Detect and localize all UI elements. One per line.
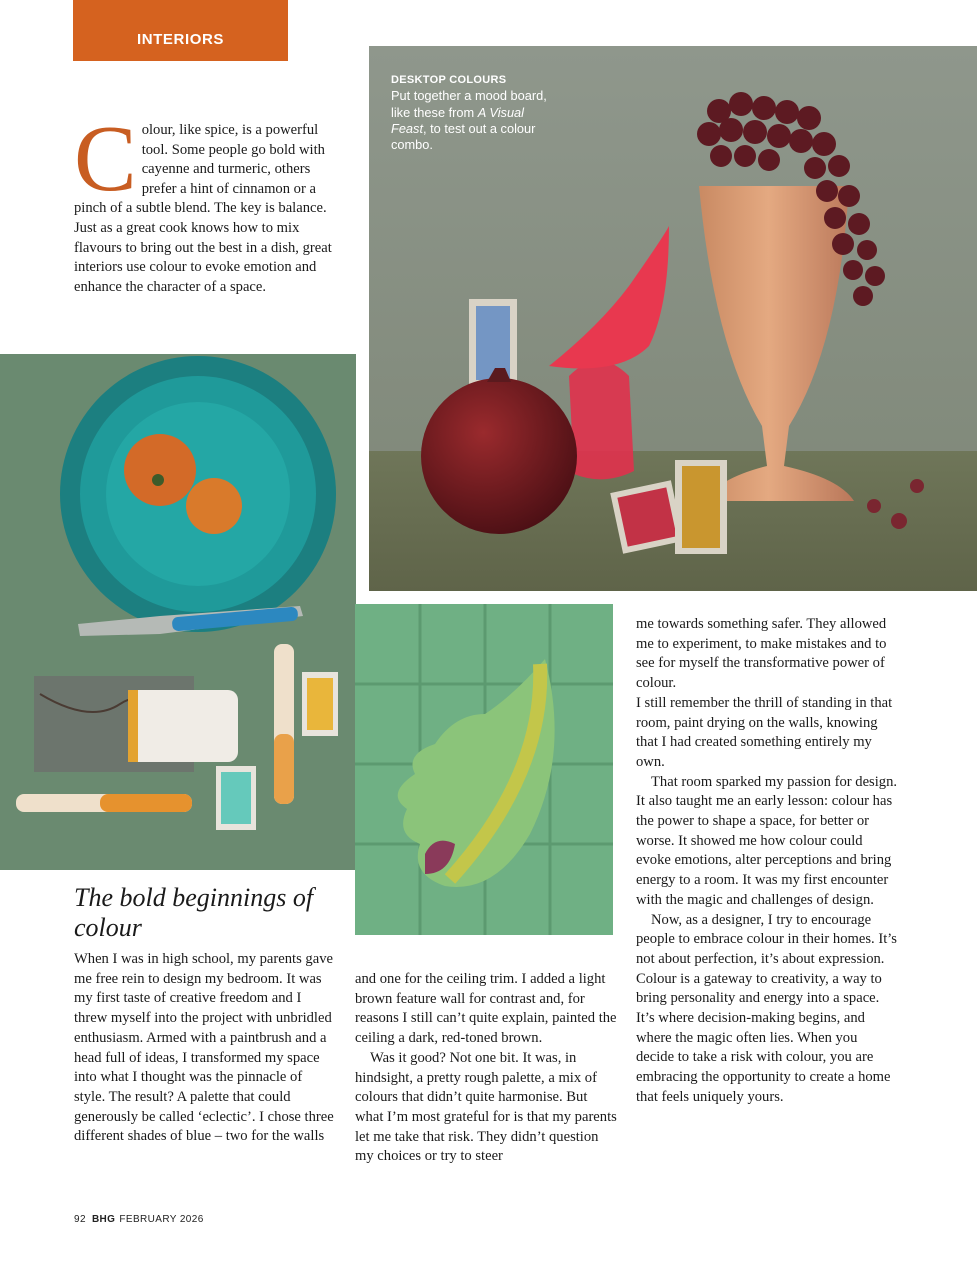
body-column-3 — [636, 615, 898, 1108]
photo-flat-lay — [0, 354, 356, 870]
paragraph: Now, as a designer, I try to encourage people to embrace colour in their homes. It’s not about perfection, it’s about expression. Colour is a gateway to creativity, a way to bring personality and energy into a space. It’s where decision-making begins, and where the magic often lies. When you decide to take a risk with colour, you are embracing the opportunity to create a home that feels uniquely yours. — [636, 911, 897, 1105]
section-tab-label: INTERIORS — [136, 31, 225, 48]
section-tab — [73, 0, 288, 61]
intro-text: olour, like spice, is a powerful tool. Some people go bold with cayenne and turmeric, others prefer a hint of cinnamon or a pinch of a subtle blend. The key is balance. Just as a great cook knows how to mix flavours to bring out the best in a dish, great interiors use colour to evoke emotion and enhance the character of a space. — [74, 122, 332, 295]
photo-leaf-dish — [355, 604, 613, 935]
caption-title: DESKTOP COLOURS — [391, 74, 507, 86]
paragraph: I still remember the thrill of standing in that room, paint drying on the walls, knowing that I had created something entirely my own. — [636, 694, 893, 770]
body-column-1 — [74, 950, 336, 1147]
issue-date: FEBRUARY 2026 — [119, 1214, 204, 1225]
paragraph: That room sparked my passion for design. It also taught me an early lesson: colour has the power to shape a space, for better or worse. It showed me how colour could evoke emotions, alter perceptions and bring energy to a room. It was my first encounter with the magic and challenges of design. — [636, 773, 898, 908]
page-folio — [74, 1214, 204, 1225]
page-number: 92 — [74, 1214, 86, 1225]
magazine-name: BHG — [91, 1214, 116, 1225]
paragraph: When I was in high school, my parents gave me free rein to design my bedroom. It was my first taste of creative freedom and I threw myself into the project with unbridled enthusiasm. Armed with a paintbrush and a head full of ideas, I transformed my space into what I thought was the pinnacle of style. The result? A palette that could generously be called ‘eclectic’. I chose three different shades of blue – two for the walls — [74, 951, 334, 1145]
paragraph: and one for the ceiling trim. I added a light brown feature wall for contrast and, for reasons I still can’t quite explain, painted the ceiling a dark, red-toned brown. — [355, 971, 617, 1047]
paragraph: me towards something safer. They allowed me to experiment, to make mistakes and to see for myself the transformative power of colour. — [636, 616, 887, 692]
caption-text-after: , to test out a colour combo. — [391, 120, 536, 153]
body-column-2 — [355, 970, 617, 1167]
intro-paragraph — [74, 107, 336, 297]
flat-lay-illustration — [0, 354, 356, 870]
paragraph: Was it good? Not one bit. It was, in hindsight, a pretty rough palette, a mix of colours that didn’t quite harmonise. But what I’m most grateful for is that my parents let me take that risk. They didn’t question my choices or try to steer — [355, 1049, 617, 1165]
caption-text-before: Put together a mood board, like these from — [391, 88, 547, 120]
photo-caption — [391, 72, 551, 153]
drop-cap: C — [74, 107, 137, 211]
leaf-dish-illustration — [355, 604, 613, 935]
article-heading: The bold beginnings of colour — [74, 883, 314, 942]
caption-book-title: A Visual Feast — [391, 104, 525, 136]
